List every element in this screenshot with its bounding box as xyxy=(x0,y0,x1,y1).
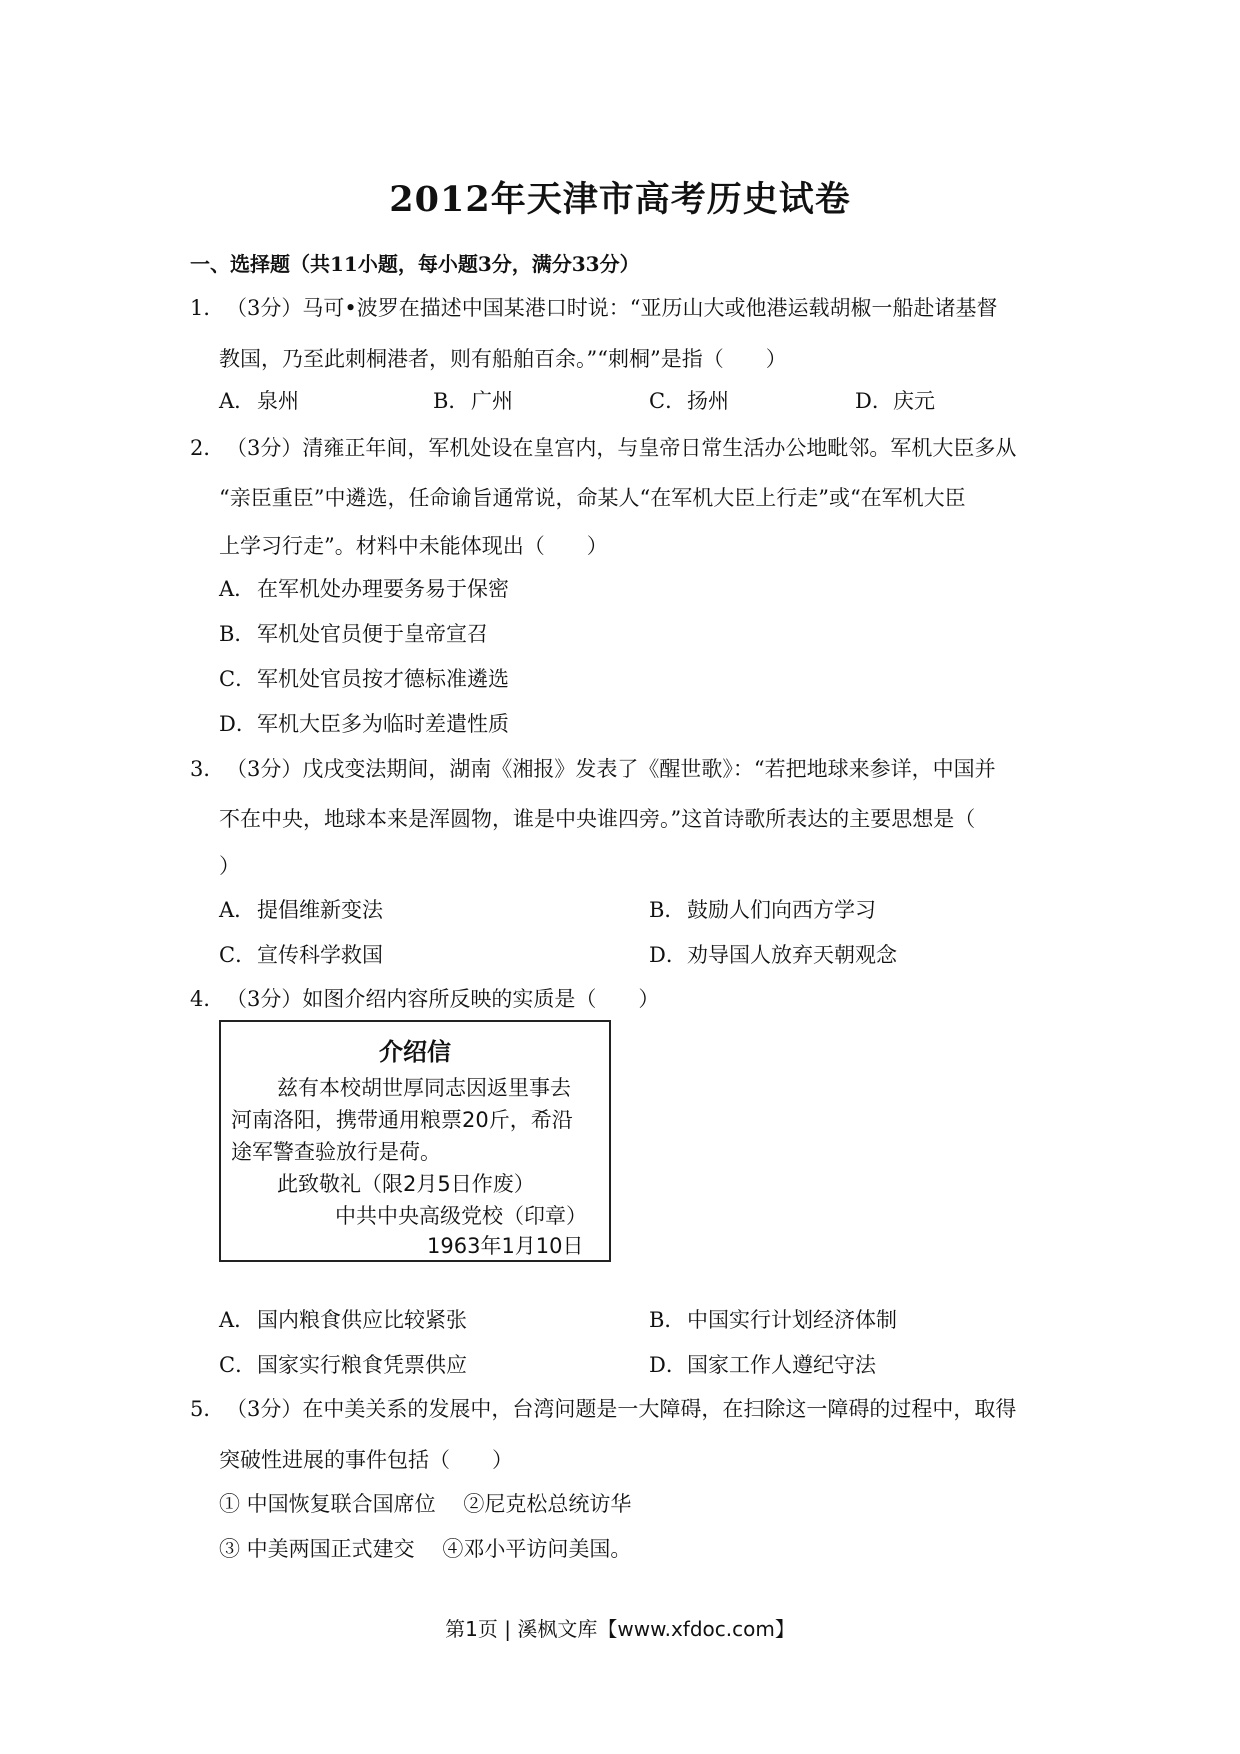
question-2-option-d: D．军机大臣多为临时差遣性质 xyxy=(219,712,509,736)
section-heading: 一、选择题（共11小题，每小题3分，满分33分） xyxy=(190,252,640,276)
question-1-option-a: A．泉州 xyxy=(219,389,299,413)
question-2-line-3: 上学习行走”。材料中未能体现出（ ） xyxy=(219,534,608,558)
question-2-line-2: “亲臣重臣”中遴选，任命谕旨通常说，命某人“在军机大臣上行走”或“在军机大臣 xyxy=(219,486,966,510)
question-5-number: 5． xyxy=(190,1397,225,1421)
question-1-option-b: B．广州 xyxy=(433,389,513,413)
question-3-option-a: A．提倡维新变法 xyxy=(219,898,383,922)
question-2-number: 2． xyxy=(190,436,225,460)
question-5-line-2: 突破性进展的事件包括（ ） xyxy=(219,1448,513,1472)
question-3-line-1: 3．（3分）戊戌变法期间，湖南《湘报》发表了《醒世歌》：“若把地球来参详，中国并 xyxy=(190,753,996,783)
question-5-statement-3-4: ③ 中美两国正式建交 ④邓小平访问美国。 xyxy=(219,1537,632,1561)
question-3-option-b: B．鼓励人们向西方学习 xyxy=(649,898,876,922)
question-3-number: 3． xyxy=(190,757,225,781)
question-4-line-1: 4．（3分）如图介绍内容所反映的实质是（ ） xyxy=(190,983,659,1013)
letter-line-2: 河南洛阳，携带通用粮票20斤，希沿 xyxy=(231,1108,573,1132)
page-footer: 第1页 | 溪枫文库【www.xfdoc.com】 xyxy=(445,1617,795,1641)
question-4-option-a: A．国内粮食供应比较紧张 xyxy=(219,1308,467,1332)
question-4-number: 4． xyxy=(190,987,225,1011)
question-3-option-c: C．宣传科学救国 xyxy=(219,943,383,967)
question-4-option-b: B．中国实行计划经济体制 xyxy=(649,1308,897,1332)
question-1-line-1: 1．（3分）马可•波罗在描述中国某港口时说：“亚历山大或他港运载胡椒一船赴诸基督 xyxy=(190,292,997,322)
question-2-option-b: B．军机处官员便于皇帝宣召 xyxy=(219,622,488,646)
question-1-line-2: 教国，乃至此刺桐港者，则有船舶百余。”“刺桐”是指（ ） xyxy=(219,347,787,371)
question-5-line-1: 5．（3分）在中美关系的发展中，台湾问题是一大障碍，在扫除这一障碍的过程中，取得 xyxy=(190,1393,1016,1423)
letter-line-5: 中共中央高级党校（印章） xyxy=(335,1204,587,1228)
question-2-line-1: 2．（3分）清雍正年间，军机处设在皇宫内，与皇帝日常生活办公地毗邻。军机大臣多从 xyxy=(190,432,1016,462)
letter-line-4: 此致敬礼（限2月5日作废） xyxy=(277,1172,535,1196)
question-3-option-d: D．劝导国人放弃天朝观念 xyxy=(649,943,897,967)
question-1-number: 1． xyxy=(190,296,225,320)
question-5-statement-1-2: ① 中国恢复联合国席位 ②尼克松总统访华 xyxy=(219,1492,632,1516)
question-2-option-a: A．在军机处办理要务易于保密 xyxy=(219,577,509,601)
exam-title: 2012年天津市高考历史试卷 xyxy=(389,179,851,220)
introduction-letter-image xyxy=(219,1020,611,1262)
question-1-option-d: D．庆元 xyxy=(855,389,935,413)
question-1-option-c: C．扬州 xyxy=(649,389,729,413)
question-4-option-d: D．国家工作人遵纪守法 xyxy=(649,1353,876,1377)
question-4-option-c: C．国家实行粮食凭票供应 xyxy=(219,1353,467,1377)
question-2-option-c: C．军机处官员按才德标准遴选 xyxy=(219,667,509,691)
question-3-line-2: 不在中央，地球本来是浑圆物，谁是中央谁四旁。”这首诗歌所表达的主要思想是（ xyxy=(219,807,976,831)
letter-heading: 介绍信 xyxy=(379,1038,451,1066)
letter-line-1: 兹有本校胡世厚同志因返里事去 xyxy=(277,1076,571,1100)
letter-line-3: 途军警查验放行是荷。 xyxy=(231,1140,441,1164)
question-3-line-3: ） xyxy=(219,854,240,878)
letter-line-6: 1963年1月10日 xyxy=(427,1234,584,1258)
